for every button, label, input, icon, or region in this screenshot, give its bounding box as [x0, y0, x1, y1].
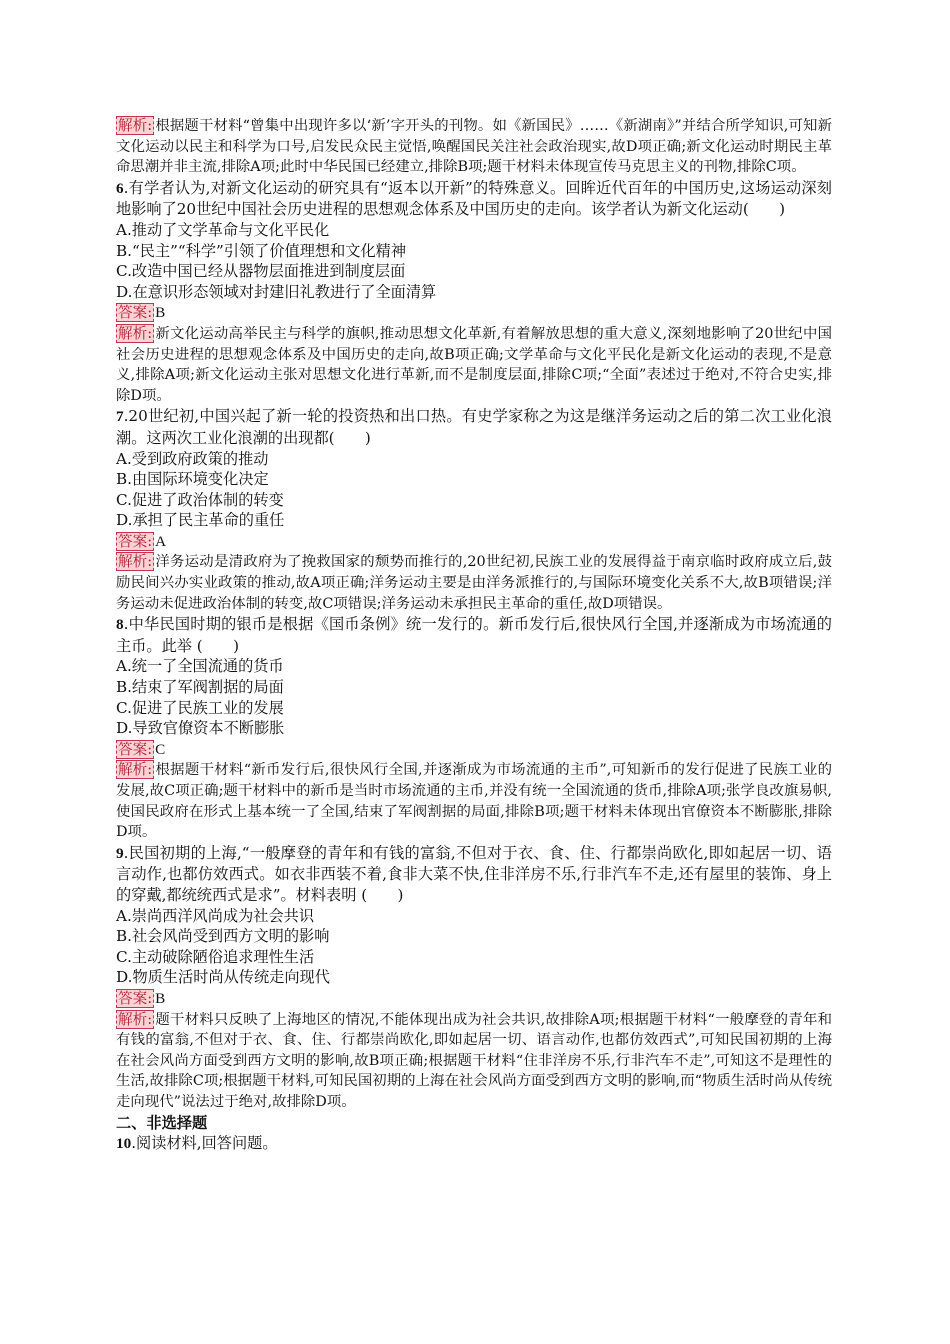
q8-option-b: B.结束了军阀割据的局面: [116, 678, 284, 697]
q7-option-a: A.受到政府政策的推动: [116, 449, 269, 468]
q9-option-c: C.主动破除陋俗追求理性生活: [116, 947, 315, 966]
q6-explanation: [116, 324, 832, 406]
q7-explanation-text: 洋务运动是清政府为了挽救国家的颓势而推行的,20世纪初,民族工业的发展得益于南京临时政府成立后,鼓励民间兴办实业政策的推动,故A项正确;洋务运动主要是由洋务派推行的,与国际环境变化关系不大,故B项错误;洋务运动未促进政治体制的转变,故C项错误;洋务运动未承担民主革命的重任,故D项错误。: [116, 554, 832, 612]
q7-option-c: C.促进了政治体制的转变: [116, 490, 284, 509]
q8-option-c: C.促进了民族工业的发展: [116, 698, 284, 717]
q8-stem-text: .中华民国时期的银币是根据《国币条例》统一发行的。新币发行后,很快风行全国,并逐渐成为市场流通的主币。此举 ( ): [116, 615, 832, 655]
q9-option-d: D.物质生活时尚从传统走向现代: [116, 968, 330, 987]
q9-answer: [116, 988, 832, 1010]
q9-explanation-text: 题干材料只反映了上海地区的情况,不能体现出成为社会共识,故排除A项;根据题干材料“一般摩登的青年和有钱的富翁,不但对于衣、食、住、行都崇尚欧化,即如起居一切、语言动作,也都仿效西式”,可知民国初期的上海在社会风尚方面受到西方文明的影响,故B项正确;根据题干材料“住非洋房不乐,行非汽车不走”,可知这不是理性的生活,故排除C项;根据题干材料,可知民国初期的上海在社会风尚方面受到西方文明的影响,而“物质生活时尚从传统走向现代”说法过于绝对,故排除D项。: [116, 1011, 832, 1110]
q7-option-d: D.承担了民主革命的重任: [116, 511, 285, 530]
explanation-tag: 解析:: [118, 553, 153, 571]
q8-option-d: D.导致官僚资本不断膨胀: [116, 719, 285, 738]
q7-stem-text: .20世纪初,中国兴起了新一轮的投资热和出口热。有史学家称之为这是继洋务运动之后的第二次工业化浪潮。这两次工业化浪潮的出现都( ): [116, 407, 832, 447]
document-page: [116, 116, 832, 1155]
q8-answer: [116, 739, 832, 761]
explanation-tag: 解析:: [118, 761, 153, 779]
answer-tag: 答案:: [118, 740, 153, 758]
answer-tag: 答案:: [118, 989, 153, 1007]
q7-number: 7: [116, 408, 124, 426]
q6-stem-text: .有学者认为,对新文化运动的研究具有“返本以开新”的特殊意义。回眸近代百年的中国历史,这场运动深刻地影响了20世纪中国社会历史进程的思想观念体系及中国历史的走向。该学者认为新文化运动( ): [116, 178, 832, 219]
q9-stem-text: .民国初期的上海,“一般摩登的青年和有钱的富翁,不但对于衣、食、住、行都崇尚欧化,即如起居一切、语言动作,也都仿效西式。如衣非西装不着,食非大菜不快,住非洋房不乐,行非汽车不走,还有屋里的装饰、身上的穿戴,都统统西式是求”。材料表明 ( ): [116, 843, 832, 904]
q7-answer: [116, 531, 832, 553]
q6-option-b: B.“民主”“科学”引领了价值理想和文化精神: [116, 241, 407, 260]
q7-answer-value: A: [155, 532, 167, 550]
q7-option-b: B.由国际环境变化决定: [116, 470, 269, 489]
q6-option-c: C.改造中国已经从器物层面推进到制度层面: [116, 262, 406, 281]
q6-answer: [116, 302, 832, 324]
q6-answer-value: B: [155, 304, 166, 322]
q8-number: 8: [116, 616, 124, 634]
q6-stem: [116, 178, 832, 220]
q6-explanation-text: 新文化运动高举民主与科学的旗帜,推动思想文化革新,有着解放思想的重大意义,深刻地影响了20世纪中国社会历史进程的思想观念体系及中国历史的走向,故B项正确;文学革命与文化平民化是新文化运动的表现,不是意义,排除A项;新文化运动主张对思想文化进行革新,而不是制度层面,排除C项;“全面”表述过于绝对,不符合史实,排除D项。: [116, 325, 832, 404]
q8-option-a: A.统一了全国流通的货币: [116, 657, 284, 676]
q6-option-d: D.在意识形态领域对封建旧礼教进行了全面清算: [116, 282, 437, 301]
q8-stem: [116, 614, 832, 656]
q9-number: 9: [116, 844, 124, 862]
q8-explanation-text: 根据题干材料“新币发行后,很快风行全国,并逐渐成为市场流通的主币”,可知新币的发行促进了民族工业的发展,故C项正确;题干材料中的新币是当时市场流通的主币,并没有统一全国流通的货币,排除A项;张学良改旗易帜,使国民政府在形式上基本统一了全国,结束了军阀割据的局面,排除B项;题干材料未体现出官僚资本不断膨胀,排除D项。: [116, 762, 832, 841]
explanation-tag: 解析:: [118, 1010, 153, 1028]
q10-stem: [116, 1133, 832, 1155]
q7-stem: [116, 406, 832, 448]
q6-number: 6: [116, 179, 124, 197]
q10-stem-text: .阅读材料,回答问题。: [131, 1134, 278, 1153]
q9-option-b: B.社会风尚受到西方文明的影响: [116, 927, 330, 946]
q7-explanation: [116, 552, 832, 614]
q5-explanation-text: 根据题干材料“曾集中出现许多以‘新’字开头的刊物。如《新国民》……《新湖南》”并结合所学知识,可知新文化运动以民主和科学为口号,启发民众民主觉悟,唤醒国民关注社会政治现实,故D项正确;新文化运动时期民主革命思潮并非主流,排除A项;此时中华民国已经建立,排除B项;题干材料未体现宣传马克思主义的刊物,排除C项。: [116, 118, 832, 176]
answer-tag: 答案:: [118, 304, 153, 322]
q8-explanation: [116, 760, 832, 842]
answer-tag: 答案:: [118, 532, 153, 550]
q9-explanation: [116, 1010, 832, 1113]
q5-explanation: [116, 116, 832, 178]
q8-answer-value: C: [155, 740, 166, 758]
explanation-tag: 解析:: [118, 117, 153, 134]
q10-number: 10: [116, 1135, 132, 1153]
explanation-tag: 解析:: [118, 324, 153, 342]
q9-stem: [116, 843, 832, 906]
q9-option-a: A.崇尚西洋风尚成为社会共识: [116, 906, 315, 925]
section-heading: 二、非选择题: [116, 1113, 208, 1132]
q6-option-a: A.推动了文学革命与文化平民化: [116, 220, 330, 239]
q9-answer-value: B: [155, 989, 166, 1007]
